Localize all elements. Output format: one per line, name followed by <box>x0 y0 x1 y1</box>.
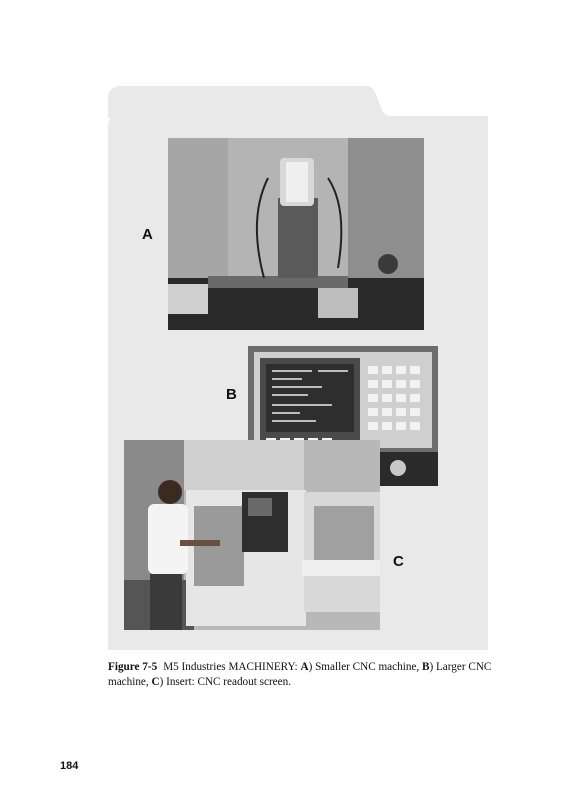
photo-a-smaller-cnc-machine <box>168 138 424 330</box>
caption-text-b: ) Larger CNC machine, <box>108 661 492 688</box>
caption-text-c: ) Insert: CNC readout screen. <box>159 676 292 688</box>
label-b: B <box>226 386 237 403</box>
photo-c-larger-cnc-machine <box>124 440 380 630</box>
panel-top-shape <box>108 84 488 118</box>
figure-number: Figure 7-5 <box>108 661 158 673</box>
label-c: C <box>393 553 404 570</box>
caption-lead: M5 Industries MACHINERY: <box>163 661 301 673</box>
caption-letter-b: B <box>421 661 430 673</box>
caption-letter-c: C <box>151 676 160 688</box>
caption-text-a: ) Smaller CNC machine, <box>308 661 422 673</box>
label-a: A <box>142 226 153 243</box>
page-number: 184 <box>60 760 79 772</box>
figure-caption <box>108 660 492 690</box>
caption-letter-a: A <box>300 661 309 673</box>
